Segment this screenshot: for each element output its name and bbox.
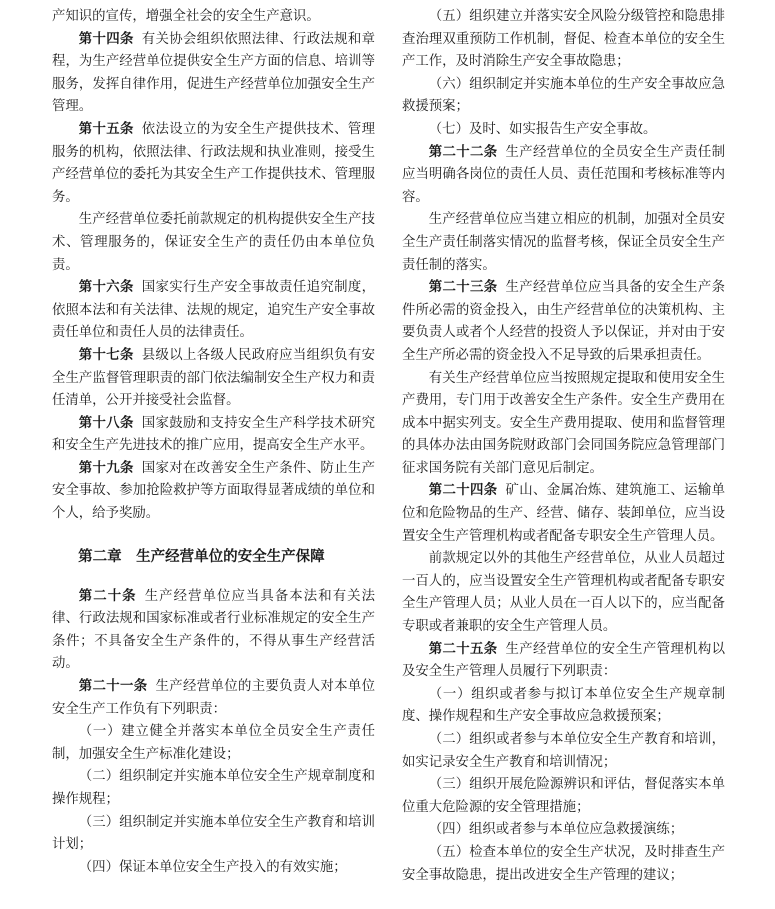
article-text: 生产经营单位应当具备本法和有关法律、行政法规和国家标准或者行业标准规定的安全生产条件；不具备安全生产条件的，不得从事生产经营活动。 <box>52 588 376 672</box>
list-item: （六）组织制定并实施本单位的生产安全事故应急救援预案； <box>402 76 725 115</box>
list-item: （三）组织开展危险源辨识和评估，督促落实本单位重大危险源的安全管理措施； <box>402 777 725 815</box>
article-text: 国家对在改善安全生产条件、防止生产安全事故、参加抢险救护等方面取得显著成绩的单位和个人，给予奖励。 <box>52 460 376 522</box>
list-item: （四）保证本单位安全生产投入的有效实施； <box>78 859 347 875</box>
article-text: 依法设立的为安全生产提供技术、管理服务的机构，依照法律、行政法规和执业准则，接受生产经营单位的委托为其安全生产工作提供技术、管理服务。 <box>52 121 376 205</box>
article-text: 县级以上各级人民政府应当组织负有安全生产监督管理职责的部门依法编制安全生产权力和责任清单，公开并接受社会监督。 <box>52 347 376 409</box>
article-text: 国家实行生产安全事故责任追究制度，依照本法和有关法律、法规的规定，追究生产安全事故责任单位和责任人员的法律责任。 <box>52 280 376 341</box>
article-label: 第十五条 <box>78 121 134 137</box>
article-label: 第二十一条 <box>78 679 148 695</box>
article-20 <box>52 586 375 676</box>
list-item: （四）组织或者参与本单位应急救援演练； <box>428 822 684 838</box>
article-22 <box>402 142 725 210</box>
article-text: 生产经营单位的主要负责人对本单位安全生产工作负有下列职责： <box>52 679 376 717</box>
article-24-paragraph-2: 前款规定以外的其他生产经营单位，从业人员超过一百人的，应当设置安全生产管理机构或者配备专职安全生产管理人员；从业人员在一百人以下的，应当配备专职或者兼职的安全生产管理人员。 <box>402 551 725 635</box>
list-item: （三）组织制定并实施本单位安全生产教育和培训计划； <box>52 814 375 853</box>
chapter-number: 第二章 <box>78 548 122 565</box>
article-label: 第二十五条 <box>428 641 498 657</box>
left-column <box>52 6 375 879</box>
article-19 <box>52 458 375 526</box>
list-item: （二）组织或者参与本单位安全生产教育和培训，如实记录安全生产教育和培训情况； <box>402 732 725 770</box>
article-17 <box>52 345 375 413</box>
article-label: 第二十四条 <box>428 483 498 499</box>
article-23 <box>402 277 725 367</box>
list-item: （七）及时、如实报告生产安全事故。 <box>428 121 657 137</box>
article-label: 第十七条 <box>78 347 134 363</box>
list-item: （一）组织或者参与拟订本单位安全生产规章制度、操作规程和生产安全事故应急救援预案； <box>402 686 725 725</box>
article-15-paragraph-2: 生产经营单位委托前款规定的机构提供安全生产技术、管理服务的，保证安全生产的责任仍由本单位负责。 <box>52 212 375 273</box>
chapter-heading <box>52 546 375 568</box>
article-24 <box>402 480 725 548</box>
article-15 <box>52 119 375 209</box>
article-label: 第二十三条 <box>428 280 498 296</box>
article-label: 第十四条 <box>78 31 134 47</box>
article-text: 生产经营单位应当具备的安全生产条件所必需的资金投入，由生产经营单位的决策机构、主要负责人或者个人经营的投资人予以保证，并对由于安全生产所必需的资金投入不足导致的后果承担责任。 <box>402 280 726 363</box>
list-item: （一）建立健全并落实本单位全员安全生产责任制，加强安全生产标准化建设； <box>52 724 375 762</box>
article-text: 生产经营单位的全员安全生产责任制应当明确各岗位的责任人员、责任范围和考核标准等内容。 <box>402 144 726 205</box>
article-22-paragraph-2: 生产经营单位应当建立相应的机制，加强对全员安全生产责任制落实情况的监督考核，保证全员安全生产责任制的落实。 <box>402 212 725 273</box>
article-text: 国家鼓励和支持安全生产科学技术研究和安全生产先进技术的推广应用，提高安全生产水平。 <box>52 415 376 454</box>
article-label: 第二十二条 <box>428 144 498 160</box>
chapter-title: 生产经营单位的安全生产保障 <box>136 548 325 565</box>
paragraph-opening-fragment: 产知识的宣传，增强全社会的安全生产意识。 <box>52 9 320 24</box>
article-label: 第十九条 <box>78 460 134 476</box>
right-column <box>402 6 725 887</box>
article-16 <box>52 277 375 345</box>
article-label: 第十六条 <box>78 280 134 296</box>
list-item: （五）检查本单位的安全生产状况，及时排查生产安全事故隐患，提出改进安全生产管理的建议； <box>402 844 725 883</box>
article-18 <box>52 413 375 458</box>
article-label: 第二十条 <box>78 588 137 604</box>
article-21 <box>52 676 375 721</box>
article-text: 有关协会组织依照法律、行政法规和章程，为生产经营单位提供安全生产方面的信息、培训等服务，发挥自律作用，促进生产经营单位加强安全生产管理。 <box>52 31 376 115</box>
list-item: （五）组织建立并落实安全风险分级管控和隐患排查治理双重预防工作机制，督促、检查本单位的安全生产工作，及时消除生产安全事故隐患； <box>402 9 725 70</box>
list-item: （二）组织制定并实施本单位安全生产规章制度和操作规程； <box>52 769 375 807</box>
article-label: 第十八条 <box>78 415 134 431</box>
article-23-paragraph-2: 有关生产经营单位应当按照规定提取和使用安全生产费用，专门用于改善安全生产条件。安全生产费用在成本中据实列支。安全生产费用提取、使用和监督管理的具体办法由国务院财政部门会同国务院应急管理部门征求国务院有关部门意见后制定。 <box>402 370 725 476</box>
article-text: 矿山、金属冶炼、建筑施工、运输单位和危险物品的生产、经营、储存、装卸单位，应当设置安全生产管理机构或者配备专职安全生产管理人员。 <box>402 483 726 544</box>
article-14 <box>52 29 375 119</box>
article-25 <box>402 639 725 684</box>
article-text: 生产经营单位的安全生产管理机构以及安全生产管理人员履行下列职责： <box>402 641 726 680</box>
